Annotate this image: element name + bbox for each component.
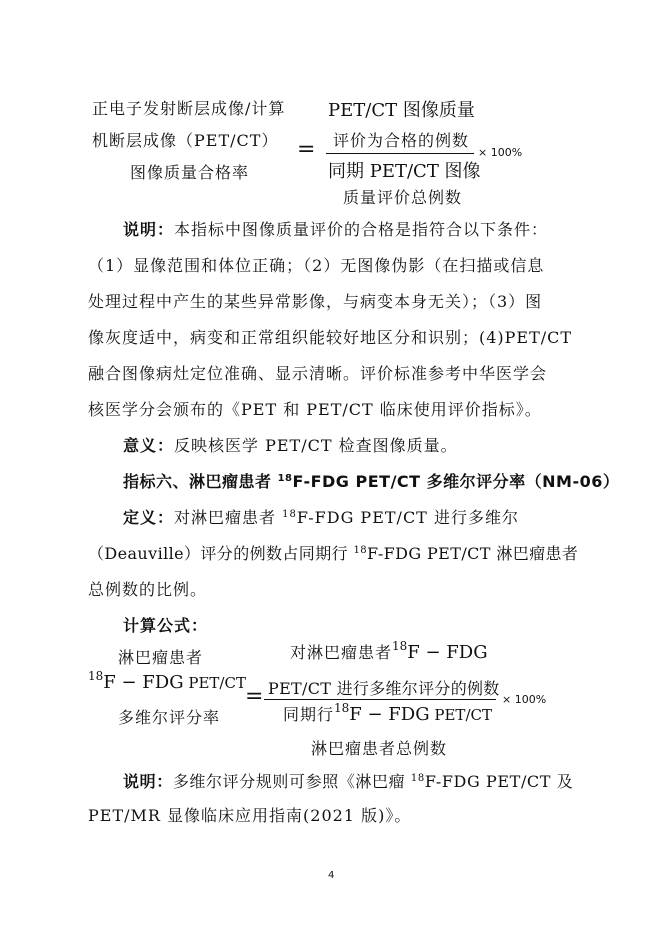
- indicator6-heading: [123, 469, 619, 492]
- definition-line3: 总例数的比例。: [88, 580, 208, 599]
- formula1-denominator-line1: 同期 PET/CT 图像: [328, 161, 481, 182]
- formula2-equals: =: [245, 684, 264, 709]
- formula1-left-line1: 正电子发射断层成像/计算: [92, 99, 286, 118]
- explanation1-label: 说明：: [123, 220, 175, 239]
- formula2-fraction-bar: [264, 699, 496, 700]
- formula1-left-line2: 机断层成像（PET/CT）: [92, 131, 279, 150]
- explanation1-line4: 像灰度适中，病变和正常组织能较好地区分和识别；(4)PET/CT: [88, 328, 573, 347]
- formula2-num-pre: 对淋巴瘤患者: [290, 643, 393, 662]
- explanation1-line6: 核医学分会颁布的《PET 和 PET/CT 临床使用评价指标》。: [88, 400, 542, 419]
- page-number: 4: [328, 870, 335, 881]
- formula2-numerator-line1: [290, 640, 488, 663]
- indicator6-sup: 18: [277, 473, 293, 484]
- formula2-denominator-line1: [283, 702, 492, 725]
- definition-line2: [88, 541, 578, 564]
- explanation2-line2: PET/MR 显像临床应用指南(2021 版)》。: [88, 806, 412, 825]
- explanation2-line1: [123, 769, 573, 792]
- formula2-den-main: F − FDG: [349, 704, 430, 725]
- formula2-times-100: × 100%: [502, 693, 547, 706]
- formula1-fraction-bar: [326, 153, 474, 154]
- explanation2-line1-pre: 多维尔评分规则可参照《淋巴瘤: [172, 772, 411, 791]
- explanation1-line5: 融合图像病灶定位准确、显示清晰。评价标准参考中华医学会: [88, 364, 548, 383]
- significance-text: 反映核医学 PET/CT 检查图像质量。: [174, 436, 458, 455]
- definition-label: 定义：: [123, 508, 175, 527]
- explanation2-line1-post: F-FDG PET/CT 及: [424, 772, 574, 791]
- formula1-times-100: × 100%: [478, 146, 523, 159]
- formula2-left-line3: 多维尔评分率: [118, 708, 221, 727]
- formula2-left-line2: [88, 669, 246, 693]
- definition-line2-pre: （Deauville）评分的例数占同期行: [88, 544, 354, 563]
- formula2-num-sup: 18: [392, 639, 408, 653]
- formula2-left-line1: 淋巴瘤患者: [118, 648, 204, 667]
- calc-formula-label: 计算公式：: [123, 616, 209, 635]
- definition-line2-post: F-FDG PET/CT 淋巴瘤患者: [367, 544, 579, 563]
- definition-line1-pre: 对淋巴瘤患者: [174, 508, 283, 527]
- formula2-den-sup: 18: [334, 701, 350, 715]
- significance-label: 意义：: [123, 436, 175, 455]
- explanation1-line1: [123, 217, 548, 240]
- formula1-numerator-line1: PET/CT 图像质量: [328, 100, 475, 121]
- explanation1-line1-text: 本指标中图像质量评价的合格是指符合以下条件：: [174, 220, 549, 239]
- explanation2-label: 说明：: [123, 772, 173, 791]
- formula2-left-sup: 18: [88, 669, 104, 683]
- formula2-denominator-line2: 淋巴瘤患者总例数: [311, 739, 448, 758]
- formula2-left-tail: PET/CT: [183, 674, 246, 692]
- definition-line1-sup: 18: [282, 509, 297, 520]
- formula2-den-pre: 同期行: [283, 705, 335, 724]
- definition-line1-post: F-FDG PET/CT 进行多维尔: [296, 508, 519, 527]
- explanation2-line1-sup: 18: [410, 773, 425, 784]
- explanation1-line3: 处理过程中产生的某些异常影像，与病变本身无关）；（3）图: [88, 292, 543, 311]
- indicator6-suffix: F-FDG PET/CT 多维尔评分率（NM-06）: [292, 472, 620, 491]
- formula2-num-main: F − FDG: [407, 642, 488, 663]
- formula1-numerator-line2: 评价为合格的例数: [333, 131, 470, 150]
- definition-line2-sup: 18: [353, 545, 368, 556]
- significance: [123, 433, 458, 456]
- formula2-left-main: F − FDG: [103, 672, 184, 693]
- formula1-equals: =: [297, 137, 316, 162]
- formula2-numerator-line2: PET/CT 进行多维尔评分的例数: [268, 679, 500, 698]
- explanation1-line2: （1）显像范围和体位正确；（2）无图像伪影（在扫描或信息: [88, 256, 545, 275]
- definition-line1: [123, 505, 519, 528]
- formula2-den-tail: PET/CT: [429, 706, 492, 724]
- formula1-denominator-line2: 质量评价总例数: [343, 188, 463, 207]
- indicator6-prefix: 指标六、淋巴瘤患者: [123, 472, 278, 491]
- formula1-left-line3: 图像质量合格率: [130, 163, 250, 182]
